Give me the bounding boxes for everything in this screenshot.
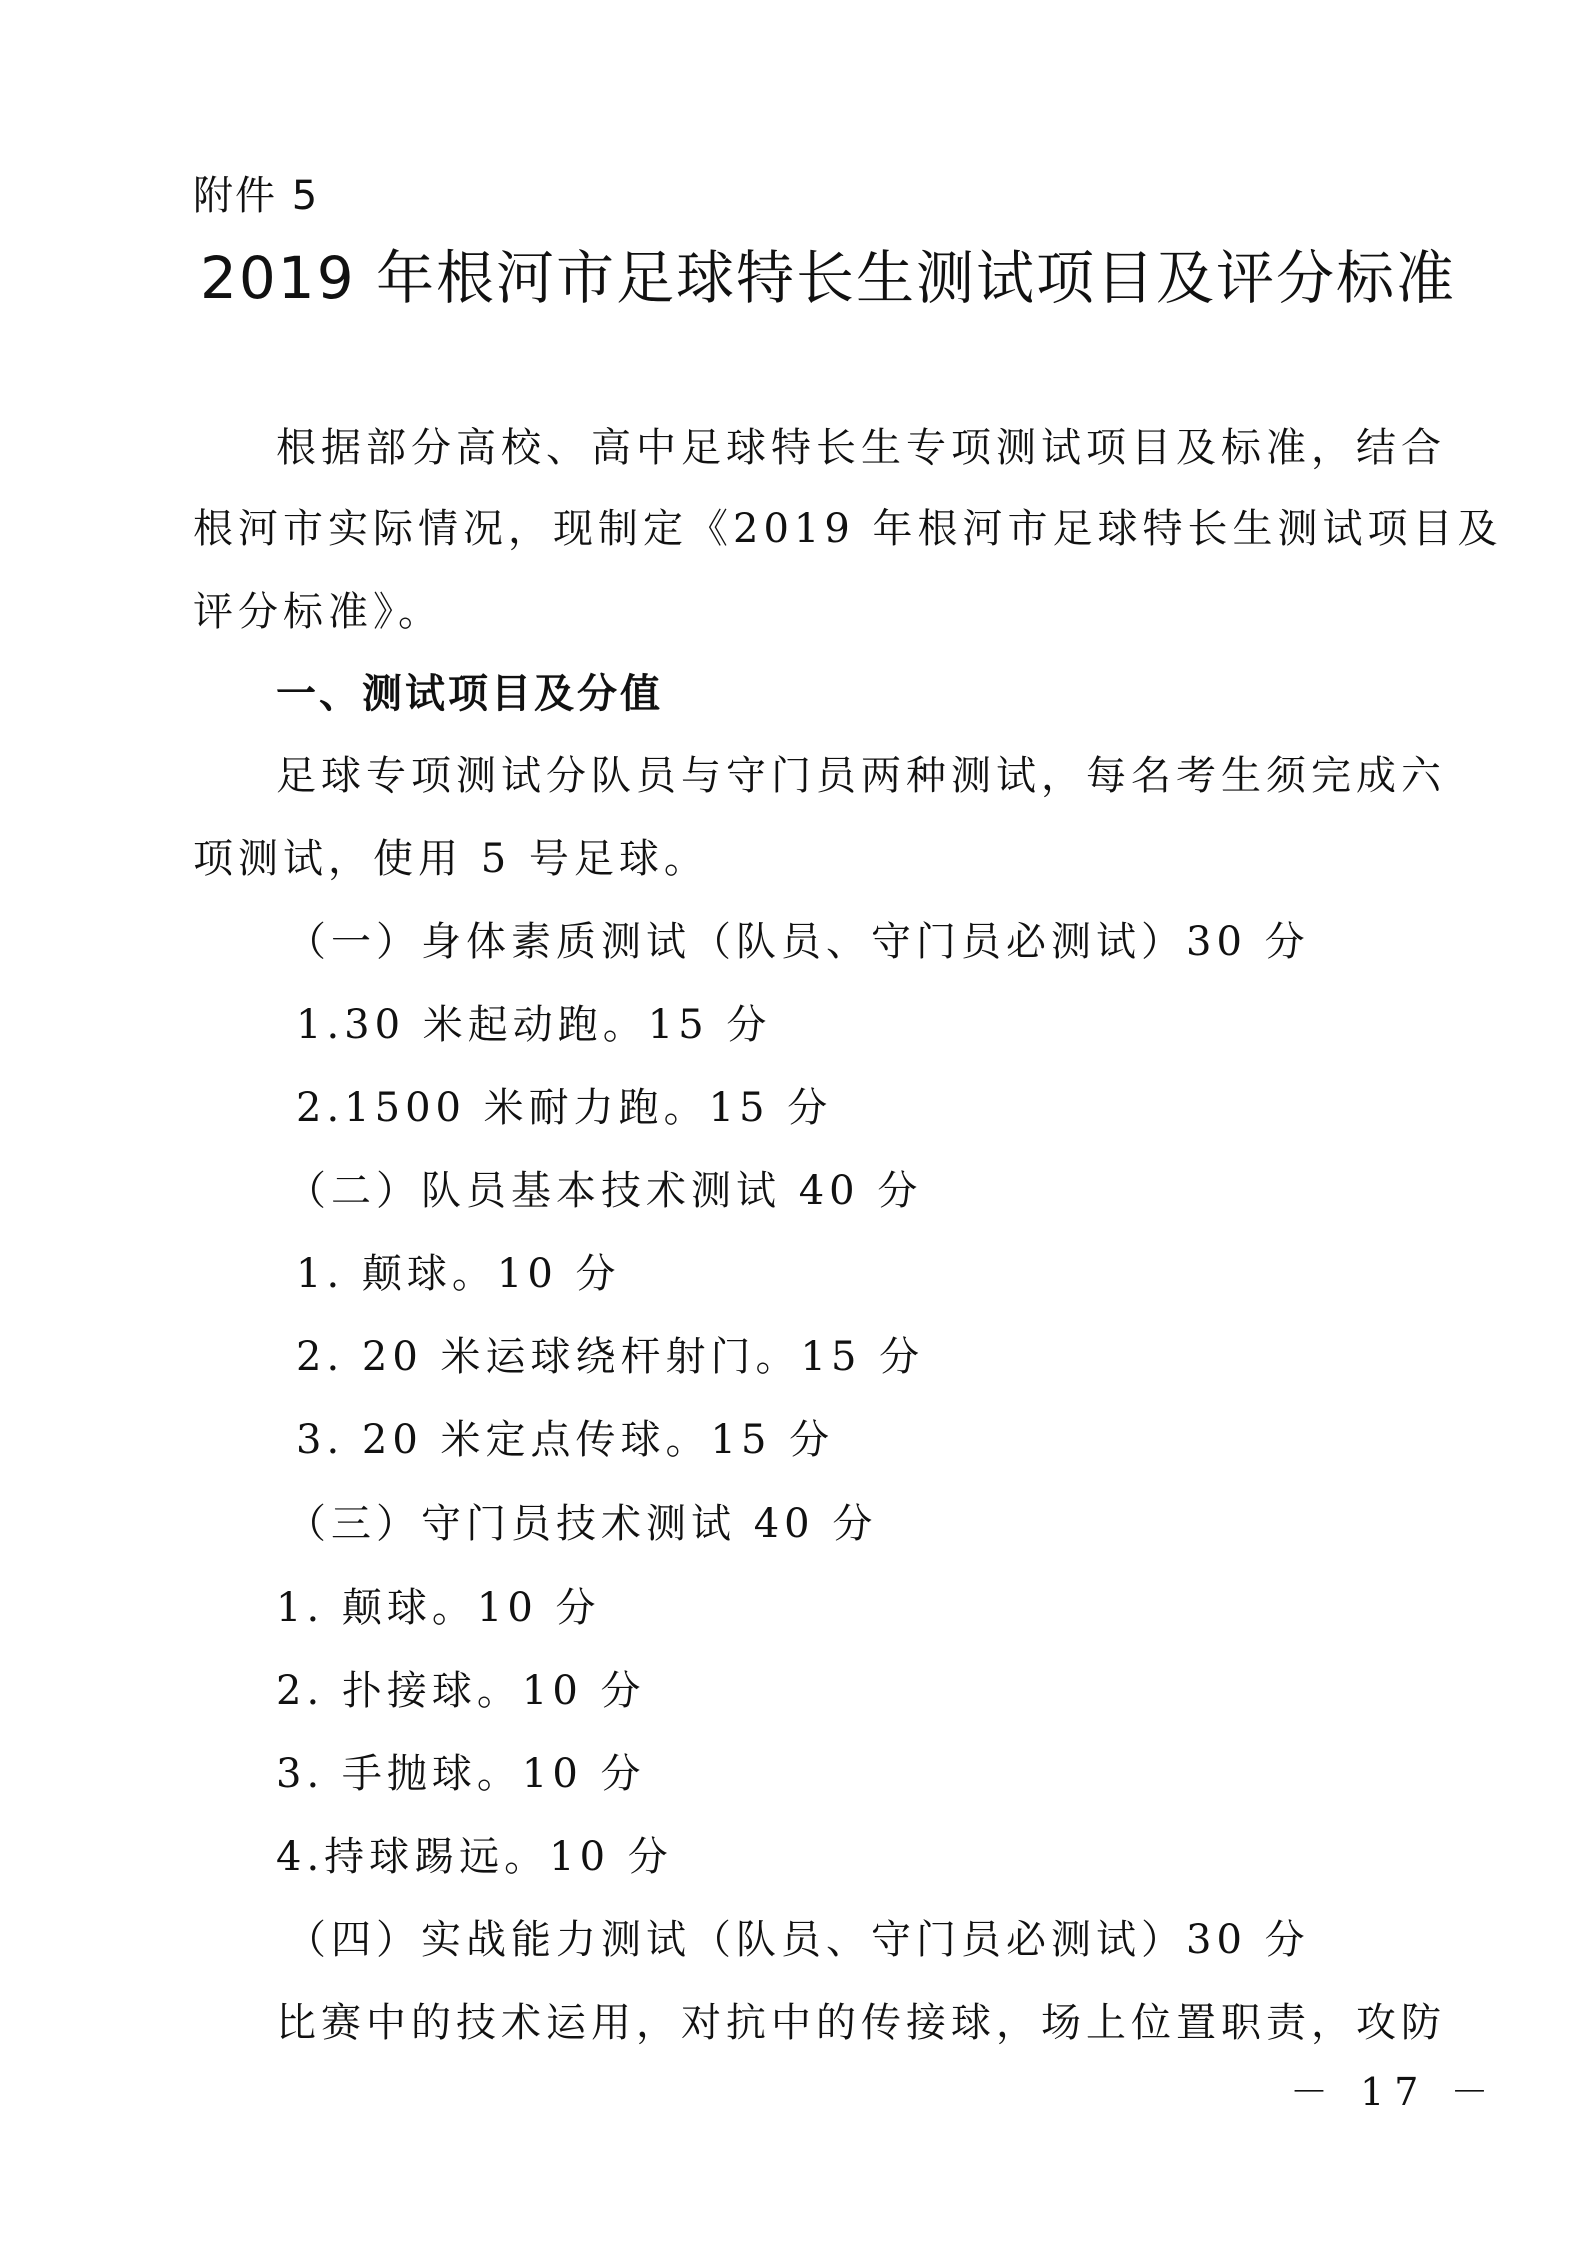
intro-line-1: 根据部分高校、高中足球特长生专项测试项目及标准，结合	[276, 425, 1446, 471]
part4-text: 比赛中的技术运用，对抗中的传接球，场上位置职责，攻防	[276, 2000, 1446, 2046]
part2-item-2: 2. 20 米运球绕杆射门。15 分	[296, 1334, 925, 1380]
section-heading: 一、测试项目及分值	[276, 671, 663, 717]
part3-item-2: 2. 扑接球。10 分	[276, 1668, 646, 1714]
section-intro-line-2: 项测试，使用 5 号足球。	[193, 836, 709, 882]
part2-item-3: 3. 20 米定点传球。15 分	[296, 1417, 835, 1463]
part3-item-4: 4.持球踢远。10 分	[276, 1834, 673, 1880]
part1-item-2: 2.1500 米耐力跑。15 分	[296, 1085, 833, 1131]
part3-item-1: 1. 颠球。10 分	[276, 1585, 601, 1631]
part1-heading: （一）身体素质测试（队员、守门员必测试）30 分	[286, 919, 1310, 965]
intro-line-3: 评分标准》。	[193, 589, 443, 635]
part3-item-3: 3. 手抛球。10 分	[276, 1751, 646, 1797]
document-title: 2019 年根河市足球特长生测试项目及评分标准	[200, 244, 1457, 312]
attachment-label: 附件 5	[193, 173, 320, 219]
part1-item-1: 1.30 米起动跑。15 分	[296, 1002, 772, 1048]
section-intro-line-1: 足球专项测试分队员与守门员两种测试，每名考生须完成六	[276, 753, 1446, 799]
intro-line-2: 根河市实际情况，现制定《2019 年根河市足球特长生测试项目及	[193, 506, 1503, 552]
page-number: － 17 －	[1290, 2070, 1499, 2114]
part2-item-1: 1. 颠球。10 分	[296, 1251, 621, 1297]
part4-heading: （四）实战能力测试（队员、守门员必测试）30 分	[286, 1917, 1310, 1963]
part3-heading: （三）守门员技术测试 40 分	[286, 1501, 878, 1547]
part2-heading: （二）队员基本技术测试 40 分	[286, 1168, 923, 1214]
